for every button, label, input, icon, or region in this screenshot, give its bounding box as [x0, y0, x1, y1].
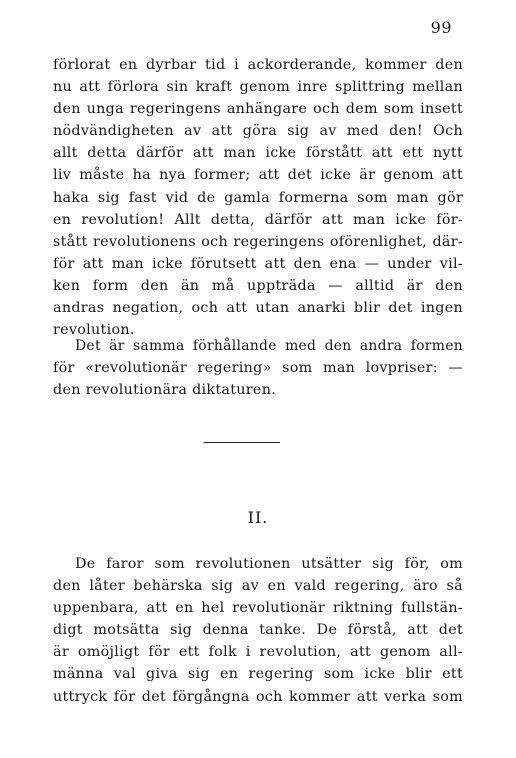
text-line: digt motsätta sig denna tanke. De förstå, att det	[53, 622, 463, 639]
text-line: är omöjligt för ett folk i revolution, att genom all-	[53, 644, 463, 661]
text-line: en revolution! Allt detta, därför att man icke för-	[53, 211, 463, 228]
text-line: männa val giva sig en regering som icke blir ett	[53, 666, 463, 683]
text-line: den låter behärska sig av en vald regering, äro så	[53, 578, 463, 595]
text-line: nu att förlora sin kraft genom inre splittring mellan	[53, 79, 463, 96]
text-line: uttryck för det förgångna och kommer att verka som	[53, 688, 463, 705]
text-line: stått revolutionens och regeringens oförenlighet, där-	[53, 233, 463, 250]
text-line: för «revolutionär regering» som man lovpriser: —	[53, 360, 463, 377]
text-line: revolution.	[53, 322, 135, 339]
text-line: De faror som revolutionen utsätter sig för, om	[75, 556, 463, 572]
text-line: den revolutionära diktaturen.	[53, 382, 277, 399]
text-line: allt detta därför att man icke förstått att ett nytt	[53, 145, 463, 162]
text-line: förlorat en dyrbar tid i ackorderande, kommer den	[53, 57, 463, 73]
section-divider	[204, 442, 280, 443]
text-line: uppenbara, att en hel revolutionär riktning fullstän-	[53, 600, 463, 617]
paragraph-continued	[53, 54, 463, 341]
text-line: för att man icke förutsett att den ena — under vil-	[53, 255, 463, 272]
paragraph	[53, 335, 463, 401]
text-line: liv måste ha nya former; att det icke är genom att	[53, 167, 463, 184]
paragraph	[53, 553, 463, 708]
text-line: ken form den än må uppträda — alltid är den	[53, 277, 463, 294]
text-line: haka sig fast vid de gamla formerna som man gör	[53, 189, 463, 206]
page-number: 99	[430, 18, 452, 37]
text-line: Det är samma förhållande med den andra formen	[75, 338, 463, 354]
section-heading: II.	[247, 508, 269, 527]
text-line: nödvändigheten av att göra sig av med den! Och	[53, 123, 463, 140]
text-line: andras negation, och att utan anarki blir det ingen	[53, 300, 463, 317]
text-line: den unga regeringens anhängare och dem som insett	[53, 101, 463, 118]
